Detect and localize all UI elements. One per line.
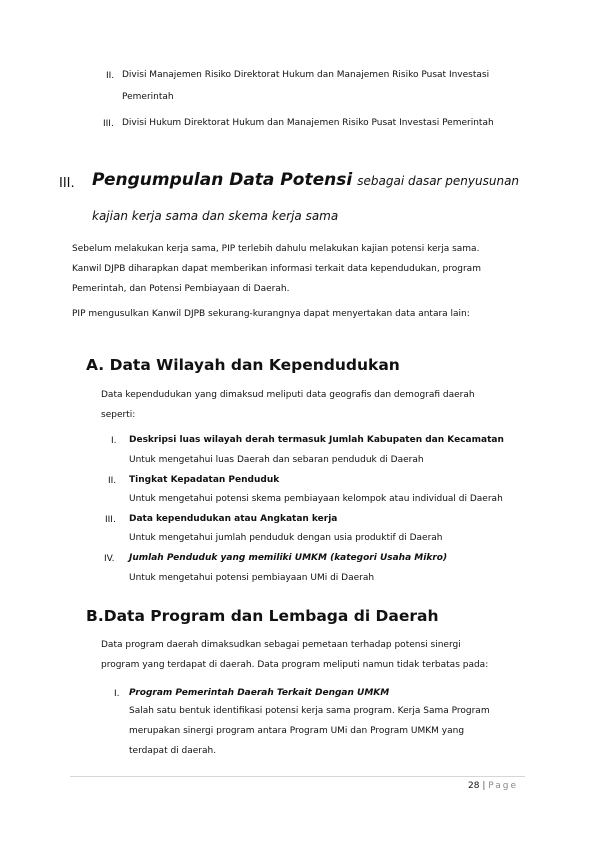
list-item-text: Divisi Manajemen Risiko Direktorat Hukum dan Manajemen Risiko Pusat Investasi — [122, 70, 490, 80]
section-title: Pengumpulan Data Potensi — [92, 170, 353, 190]
list-item-desc: Untuk mengetahui jumlah penduduk dengan usia produktif di Daerah — [129, 533, 443, 543]
list-number: IV. — [104, 554, 115, 564]
list-item-desc: merupakan sinergi program antara Program UMi dan Program UMKM yang — [129, 726, 465, 736]
subsection-intro-cont: program yang terdapat di daerah. Data program meliputi namun tidak terbatas pada: — [101, 660, 489, 670]
section-title-rest: sebagai dasar penyusunan — [357, 174, 520, 188]
list-item-desc: Untuk mengetahui potensi skema pembiayaan kelompok atau individual di Daerah — [129, 494, 503, 504]
list-item-title: Data kependudukan atau Angkatan kerja — [129, 514, 338, 524]
page-number: 28 — [468, 781, 480, 791]
section-subtitle: kajian kerja sama dan skema kerja sama — [92, 209, 339, 223]
list-item-title: Deskripsi luas wilayah derah termasuk Jumlah Kabupaten dan Kecamatan — [129, 435, 504, 445]
page-footer — [468, 781, 518, 791]
subsection-intro: Data program daerah dimaksudkan sebagai pemetaan terhadap potensi sinergi — [101, 640, 461, 650]
paragraph: PIP mengusulkan Kanwil DJPB sekurang-kurangnya dapat menyertakan data antara lain: — [72, 309, 470, 319]
list-number: I. — [111, 436, 117, 446]
list-number: II. — [108, 476, 117, 486]
list-number: III. — [105, 515, 116, 525]
list-number: II. — [106, 71, 115, 81]
list-item-desc: Salah satu bentuk identifikasi potensi kerja sama program. Kerja Sama Program — [129, 706, 490, 716]
list-number: I. — [114, 689, 120, 699]
list-item-title: Program Pemerintah Daerah Terkait Dengan UMKM — [129, 688, 390, 698]
list-item-title: Jumlah Penduduk yang memiliki UMKM (kategori Usaha Mikro) — [129, 553, 448, 563]
list-item-text-cont: Pemerintah — [122, 92, 174, 102]
page-label: Page — [488, 781, 519, 791]
subsection-heading — [86, 356, 400, 374]
paragraph-line: Sebelum melakukan kerja sama, PIP terlebih dahulu melakukan kajian potensi kerja sama. — [72, 244, 480, 254]
subsection-intro: Data kependudukan yang dimaksud meliputi data geografis dan demografi daerah — [101, 390, 475, 400]
list-number: III. — [103, 119, 114, 129]
section-heading — [92, 170, 519, 190]
list-item-text: Divisi Hukum Direktorat Hukum dan Manajemen Risiko Pusat Investasi Pemerintah — [122, 118, 494, 128]
subsection-title: Data Wilayah dan Kependudukan — [109, 356, 400, 374]
subsection-heading: B.Data Program dan Lembaga di Daerah — [86, 607, 439, 625]
paragraph-line: Pemerintah, dan Potensi Pembiayaan di Daerah. — [72, 284, 290, 294]
list-item-desc: terdapat di daerah. — [129, 746, 217, 756]
footer-divider — [70, 776, 525, 777]
subsection-intro-cont: seperti: — [101, 410, 136, 420]
list-item-title: Tingkat Kepadatan Penduduk — [129, 475, 280, 485]
page-separator: | — [482, 781, 486, 791]
subsection-letter: A. — [86, 356, 105, 374]
list-item-desc: Untuk mengetahui luas Daerah dan sebaran penduduk di Daerah — [129, 455, 424, 465]
paragraph-line: Kanwil DJPB diharapkan dapat memberikan informasi terkait data kependudukan, program — [72, 264, 481, 274]
section-number: III. — [59, 176, 75, 191]
list-item-desc: Untuk mengetahui potensi pembiayaan UMi di Daerah — [129, 573, 375, 583]
